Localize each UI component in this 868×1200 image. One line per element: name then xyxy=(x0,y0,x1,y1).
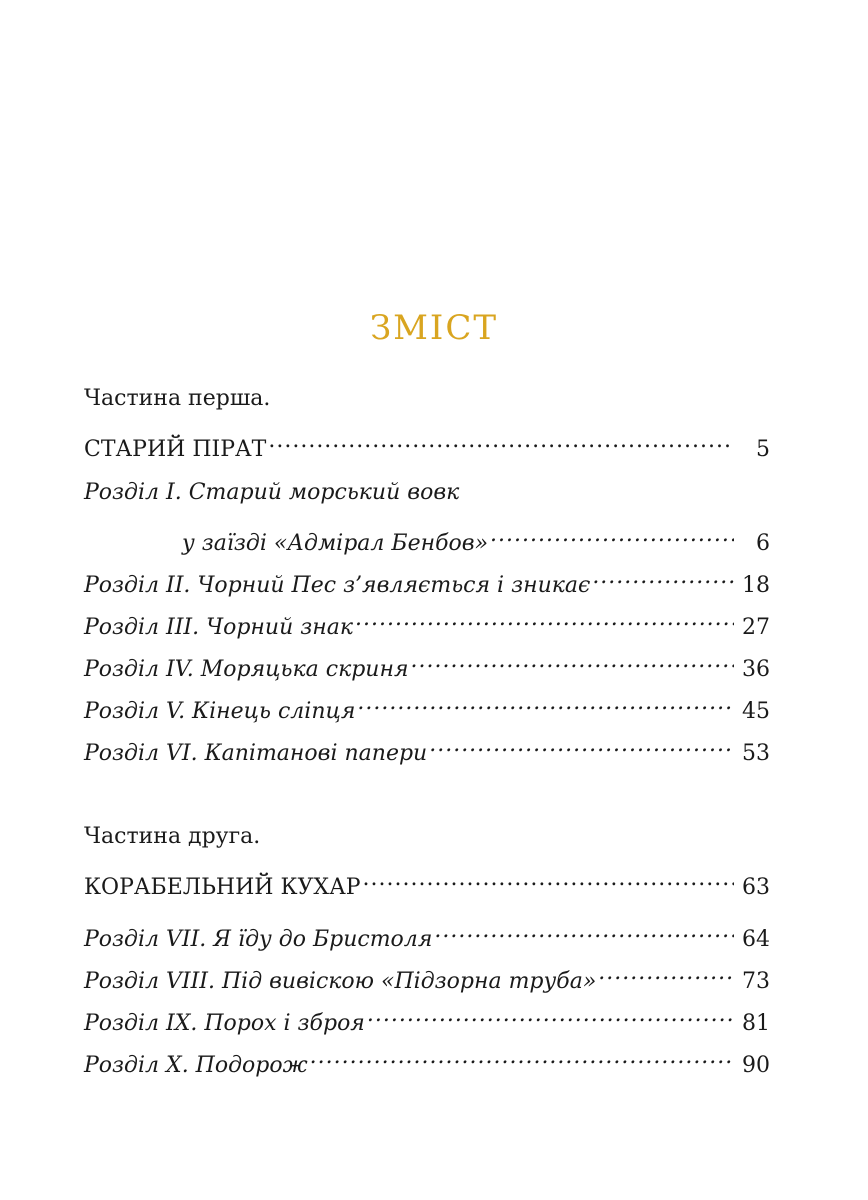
chapter-row xyxy=(84,1000,770,1036)
chapter-row xyxy=(84,958,770,994)
page-number: 18 xyxy=(742,573,770,598)
page-number: 5 xyxy=(756,437,770,462)
page-number: 63 xyxy=(742,875,770,900)
chapter-row xyxy=(84,688,770,724)
part-heading: КОРАБЕЛЬНИЙ КУХАР xyxy=(84,875,361,900)
chapter-title-line: Розділ І. Старий морський вовк xyxy=(84,480,460,505)
chapter-row xyxy=(84,730,770,766)
chapter-title: Розділ ІІ. Чорний Пес з’являється і зникає xyxy=(84,573,591,598)
dot-leader xyxy=(592,562,734,592)
chapter-row xyxy=(84,916,770,952)
dot-leader xyxy=(434,916,734,946)
page-number: 90 xyxy=(742,1053,770,1078)
dot-leader xyxy=(268,426,734,456)
chapter-row xyxy=(84,1042,770,1078)
dot-leader xyxy=(598,958,734,988)
part-heading-row xyxy=(84,426,770,462)
part-one xyxy=(84,384,770,766)
dot-leader xyxy=(367,1000,734,1030)
part-heading-row xyxy=(84,864,770,900)
dot-leader xyxy=(411,646,734,676)
page-number: 64 xyxy=(742,927,770,952)
chapter-title: Розділ IX. Порох і зброя xyxy=(84,1011,365,1036)
part-two xyxy=(84,822,770,1078)
toc-title: ЗМІСТ xyxy=(369,308,499,348)
chapter-row xyxy=(84,604,770,640)
chapter-row xyxy=(84,520,770,556)
part-label: Частина перша. xyxy=(84,386,271,411)
dot-leader xyxy=(357,688,734,718)
chapter-title: Розділ VI. Капітанові папери xyxy=(84,741,428,766)
chapter-title: Розділ VIII. Під вивіскою «Підзорна труба» xyxy=(84,969,597,994)
chapter-row xyxy=(84,646,770,682)
chapter-row xyxy=(84,562,770,598)
page-number: 6 xyxy=(756,531,770,556)
page-number: 27 xyxy=(742,615,770,640)
dot-leader xyxy=(355,604,734,634)
dot-leader xyxy=(363,864,734,894)
chapter-title: Розділ IV. Моряцька скриня xyxy=(84,657,409,682)
page-number: 53 xyxy=(742,741,770,766)
table-of-contents xyxy=(84,380,770,1078)
dot-leader xyxy=(490,520,734,550)
page-number: 81 xyxy=(742,1011,770,1036)
chapter-title: Розділ Х. Подорож xyxy=(84,1053,308,1078)
chapter-title: Розділ V. Кінець сліпця xyxy=(84,699,356,724)
part-label: Частина друга. xyxy=(84,824,261,849)
chapter-title: Розділ VII. Я їду до Бристоля xyxy=(84,927,433,952)
page-number: 36 xyxy=(742,657,770,682)
dot-leader xyxy=(310,1042,734,1072)
chapter-title: Розділ ІІІ. Чорний знак xyxy=(84,615,353,640)
chapter-title: у заїзді «Адмірал Бенбов» xyxy=(182,531,489,556)
page-number: 73 xyxy=(742,969,770,994)
page-number: 45 xyxy=(742,699,770,724)
dot-leader xyxy=(429,730,734,760)
part-heading: СТАРИЙ ПІРАТ xyxy=(84,437,267,462)
